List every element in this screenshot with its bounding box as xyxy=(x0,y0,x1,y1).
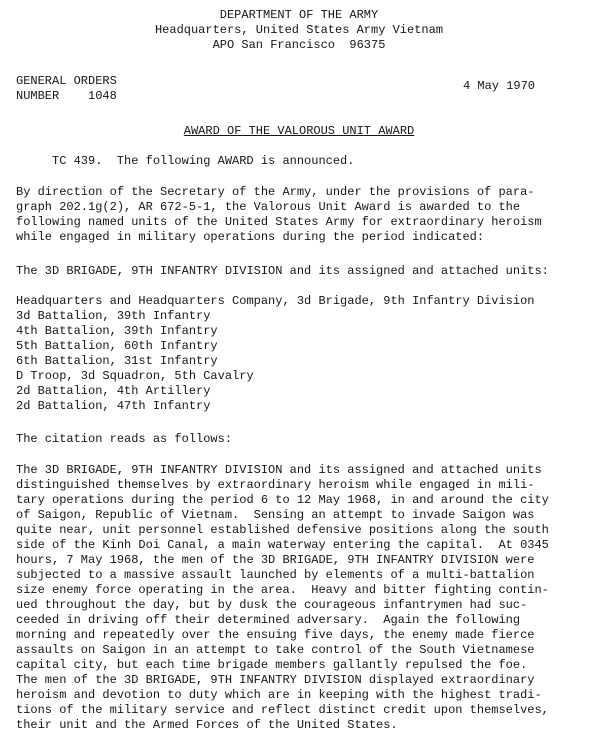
headquarters-name: Headquarters, United States Army Vietnam xyxy=(154,23,444,37)
citation-line: assaults on Saigon in an attempt to take control of the South Vietnamese xyxy=(16,643,535,657)
citation-line: hours, 7 May 1968, the men of the 3D BRIGADE, 9TH INFANTRY DIVISION were xyxy=(16,553,535,567)
citation-line: ceeded in driving off their determined adversary. Again the following xyxy=(16,613,521,627)
citation-line: The men of the 3D BRIGADE, 9TH INFANTRY DIVISION displayed extraordinary xyxy=(16,673,535,687)
department-name: DEPARTMENT OF THE ARMY xyxy=(219,8,379,22)
direction-line: while engaged in military operations during the period indicated: xyxy=(16,230,485,244)
list-item: 2d Battalion, 4th Artillery xyxy=(16,384,211,398)
list-item: 2d Battalion, 47th Infantry xyxy=(16,399,211,413)
direction-line: following named units of the United States Army for extraordinary heroism xyxy=(16,215,542,229)
order-number: NUMBER 1048 xyxy=(16,89,117,103)
citation-line: their unit and the Armed Forces of the United States. xyxy=(16,718,398,732)
citation-line: morning and repeatedly over the ensuing five days, the enemy made fierce xyxy=(16,628,535,642)
direction-paragraph xyxy=(16,185,588,245)
citation-line: capital city, but each time brigade members gallantly repulsed the foe. xyxy=(16,658,528,672)
general-orders-label: GENERAL ORDERS xyxy=(16,74,117,88)
citation-line: subjected to a massive assault launched by elements of a multi-battalion xyxy=(16,568,535,582)
list-item: Headquarters and Headquarters Company, 3d Brigade, 9th Infantry Division xyxy=(16,294,535,308)
list-item: 6th Battalion, 31st Infantry xyxy=(16,354,218,368)
order-date: 4 May 1970 xyxy=(463,79,536,93)
citation-line: ued throughout the day, but by dusk the courageous infantrymen had suc- xyxy=(16,598,528,612)
announcement: TC 439. The following AWARD is announced. xyxy=(52,154,355,168)
award-title xyxy=(0,124,598,139)
citation-intro: The citation reads as follows: xyxy=(16,432,233,446)
list-item: D Troop, 3d Squadron, 5th Cavalry xyxy=(16,369,254,383)
citation-line: quite near, unit personnel established defensive positions along the south xyxy=(16,523,549,537)
direction-line: graph 202.1g(2), AR 672-5-1, the Valorous Unit Award is awarded to the xyxy=(16,200,521,214)
citation-paragraph xyxy=(16,463,588,733)
list-item: 5th Battalion, 60th Infantry xyxy=(16,339,218,353)
citation-line: tions of the military service and reflect distinct credit upon themselves, xyxy=(16,703,549,717)
list-item: 3d Battalion, 39th Infantry xyxy=(16,309,211,323)
citation-line: tary operations during the period 6 to 12 May 1968, in and around the city xyxy=(16,493,549,507)
list-item: 4th Battalion, 39th Infantry xyxy=(16,324,218,338)
citation-line: size enemy force operating in the area. Heavy and bitter fighting contin- xyxy=(16,583,549,597)
unit-list xyxy=(16,294,588,414)
letterhead xyxy=(0,8,598,53)
citation-line: of Saigon, Republic of Vietnam. Sensing an attempt to invade Saigon was xyxy=(16,508,535,522)
citation-line: side of the Kinh Doi Canal, a main waterway entering the capital. At 0345 xyxy=(16,538,549,552)
citation-line: The 3D BRIGADE, 9TH INFANTRY DIVISION and its assigned and attached units xyxy=(16,463,542,477)
award-title-text: AWARD OF THE VALOROUS UNIT AWARD xyxy=(183,124,415,138)
citation-line: heroism and devotion to duty which are in keeping with the highest tradi- xyxy=(16,688,542,702)
unit-intro: The 3D BRIGADE, 9TH INFANTRY DIVISION and its assigned and attached units: xyxy=(16,264,549,278)
citation-line: distinguished themselves by extraordinary heroism while engaged in mili- xyxy=(16,478,535,492)
apo-address: APO San Francisco 96375 xyxy=(212,38,386,52)
direction-line: By direction of the Secretary of the Army, under the provisions of para- xyxy=(16,185,535,199)
